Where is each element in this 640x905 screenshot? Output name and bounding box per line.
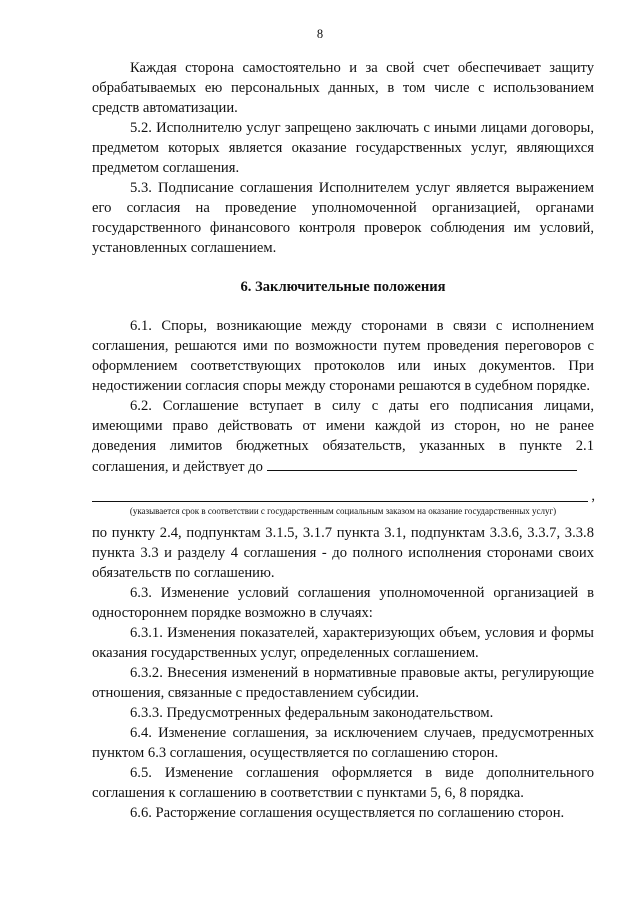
fill-in-hint: (указывается срок в соответствии с государственным социальным заказом на оказание государственных услуг) bbox=[129, 506, 557, 516]
paragraph-6-3-3: 6.3.3. Предусмотренных федеральным законодательством. bbox=[130, 705, 494, 721]
blank-line-comma: , bbox=[591, 488, 595, 504]
document-body bbox=[92, 58, 594, 823]
paragraph-5-2: 5.2. Исполнителю услуг запрещено заключать с иными лицами договоры, предметом которых является оказание государственных услуг, являющихся предметом соглашения. bbox=[92, 120, 594, 176]
blank-line bbox=[92, 488, 595, 504]
paragraph-6-2-continued: по пункту 2.4, подпунктам 3.1.5, 3.1.7 пункта 3.1, подпунктам 3.3.6, 3.3.7, 3.3.8 пункта 3.3 и разделу 4 соглашения - до полного исполнения сторонами своих обязательств по соглашению. bbox=[92, 525, 594, 581]
paragraph-6-2 bbox=[92, 396, 594, 477]
paragraph-5-3: 5.3. Подписание соглашения Исполнителем услуг является выражением его согласия на проведение уполномоченной организацией, органами государственного финансового контроля проверок соблюдения им условий, установленных соглашением. bbox=[92, 180, 594, 256]
page-number: 8 bbox=[316, 27, 324, 41]
paragraph-6-3: 6.3. Изменение условий соглашения уполномоченной организацией в одностороннем порядке возможно в случаях: bbox=[92, 585, 594, 621]
paragraph-data-protection: Каждая сторона самостоятельно и за свой счет обеспечивает защиту обрабатываемых ею персональных данных, в том числе с использованием средств автоматизации. bbox=[92, 60, 594, 116]
fill-in-line bbox=[267, 456, 577, 471]
paragraph-6-3-2: 6.3.2. Внесения изменений в нормативные правовые акты, регулирующие отношения, связанные с предоставлением субсидии. bbox=[92, 665, 594, 701]
paragraph-6-2-text: 6.2. Соглашение вступает в силу с даты его подписания лицами, имеющими право действовать от имени каждой из сторон, но не ранее доведения лимитов бюджетных обязательств, указанных в пункте 2.1 соглашения, и действует до bbox=[92, 398, 594, 475]
paragraph-6-1: 6.1. Споры, возникающие между сторонами в связи с исполнением соглашения, решаются ими по возможности путем проведения переговоров с оформлением соответствующих протоколов или иных документов. При недостижении согласия споры между сторонами решаются в судебном порядке. bbox=[92, 318, 594, 394]
paragraph-6-4: 6.4. Изменение соглашения, за исключением случаев, предусмотренных пунктом 6.3 соглашения, осуществляется по соглашению сторон. bbox=[92, 725, 594, 761]
paragraph-6-3-1: 6.3.1. Изменения показателей, характеризующих объем, условия и формы оказания государственных услуг, определенных соглашением. bbox=[92, 625, 594, 661]
paragraph-6-5: 6.5. Изменение соглашения оформляется в виде дополнительного соглашения к соглашению в соответствии с пунктами 5, 6, 8 порядка. bbox=[92, 765, 594, 801]
paragraph-6-6: 6.6. Расторжение соглашения осуществляется по соглашению сторон. bbox=[130, 805, 565, 821]
section-title: 6. Заключительные положения bbox=[240, 279, 446, 295]
